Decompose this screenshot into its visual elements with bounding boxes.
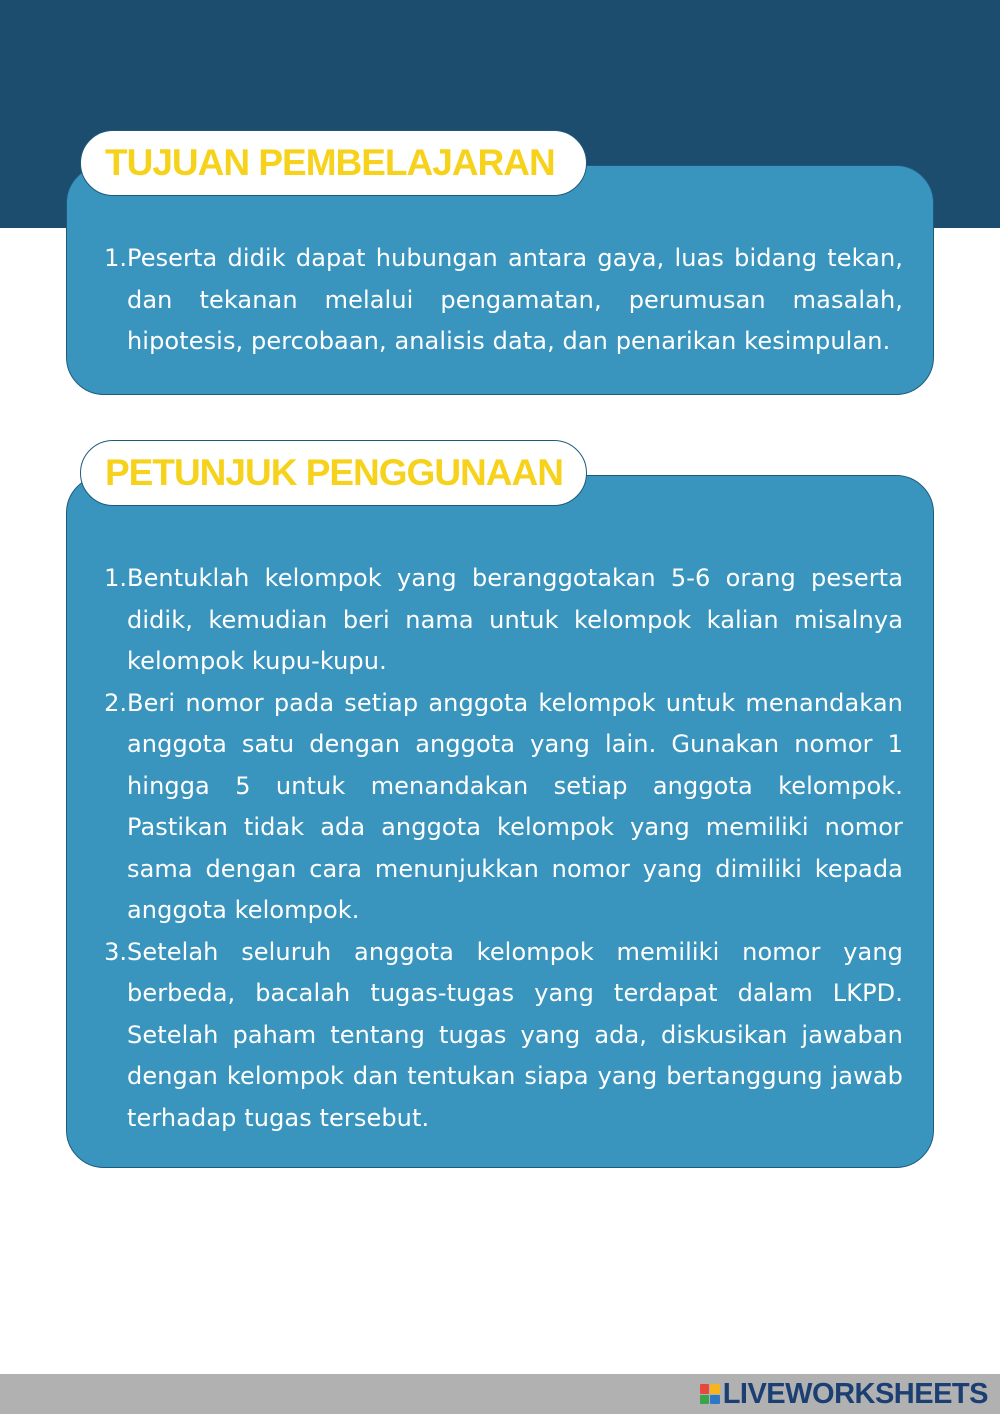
item-number: 1. [104, 244, 127, 272]
item-number: 1. [104, 564, 127, 592]
item-number: 3. [104, 937, 127, 966]
instructions-title-tab [80, 440, 587, 506]
item-text: Peserta didik dapat hubungan antara gaya, luas bidang tekan, dan tekanan melalui pengamatan, perumusan masalah, hipotesis, percobaan, analisis data, dan penarikan kesimpulan. [127, 244, 903, 355]
brand-logo-link[interactable] [700, 1376, 988, 1412]
item-text: Bentuklah kelompok yang beranggotakan 5-6 orang peserta didik, kemudian beri nama untuk kelompok kalian misalnya kelompok kupu-kupu. [127, 564, 903, 675]
section-title: TUJUAN PEMBELAJARAN [105, 142, 555, 183]
liveworksheets-logo-icon [700, 1384, 720, 1404]
list-item [67, 238, 935, 363]
item-text: Setelah seluruh anggota kelompok memiliki nomor yang berbeda, bacalah tugas-tugas yang terdapat dalam LKPD. Setelah paham tentang tugas yang ada, diskusikan jawaban dengan kelompok dan tentukan siapa yang bertanggung jawab terhadap tugas tersebut. [127, 937, 903, 1132]
objectives-title-tab [80, 130, 587, 196]
item-number: 2. [104, 688, 127, 717]
objectives-card [66, 165, 934, 395]
list-item [67, 558, 935, 683]
section-title: PETUNJUK PENGGUNAAN [105, 452, 563, 493]
item-text: Beri nomor pada setiap anggota kelompok untuk menandakan anggota satu dengan anggota yang lain. Gunakan nomor 1 hingga 5 untuk menandakan setiap anggota kelompok. Pastikan tidak ada anggota kelompok yang memiliki nomor sama dengan cara menunjukkan nomor yang dimiliki kepada anggota kelompok. [127, 688, 903, 924]
objectives-list [67, 238, 935, 363]
list-item [67, 683, 935, 932]
instructions-card [66, 475, 934, 1168]
instructions-list [67, 558, 935, 1139]
brand-name: LIVEWORKSHEETS [722, 1377, 988, 1410]
footer-bar [0, 1374, 1000, 1414]
list-item [67, 932, 935, 1140]
